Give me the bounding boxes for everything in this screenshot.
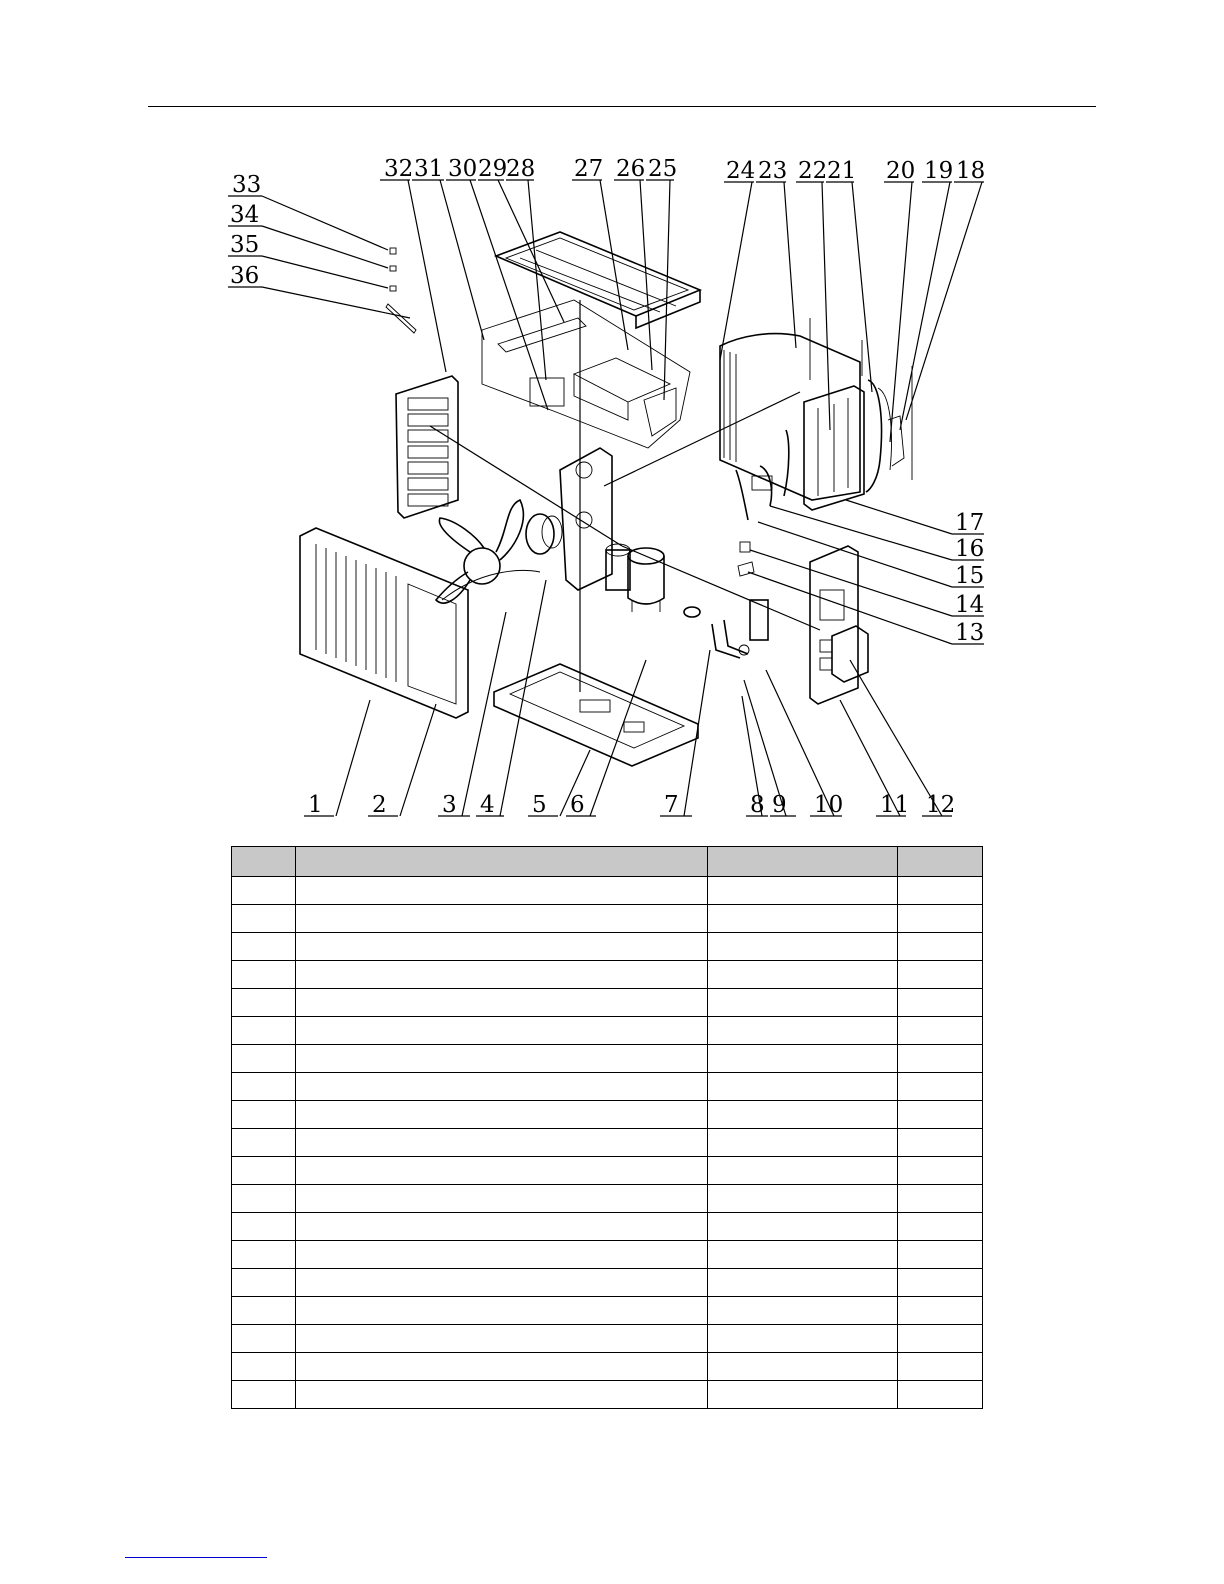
cell-part-code	[708, 1185, 898, 1213]
table-row	[232, 1073, 983, 1101]
cell-qty	[898, 1241, 983, 1269]
cell-part-code	[708, 1045, 898, 1073]
callouts-right	[955, 510, 984, 646]
cell-no	[232, 961, 296, 989]
top-cover	[496, 232, 700, 328]
table-row	[232, 877, 983, 905]
cell-no	[232, 877, 296, 905]
table-row	[232, 1157, 983, 1185]
side-panel-left	[396, 376, 458, 518]
callouts-bottom-leaders	[304, 580, 952, 816]
table-row	[232, 1381, 983, 1409]
cell-qty	[898, 1269, 983, 1297]
callout-18: 18	[956, 158, 986, 184]
cell-description	[296, 1297, 708, 1325]
cell-description	[296, 1185, 708, 1213]
callout-3: 3	[442, 792, 457, 818]
cell-part-code	[708, 1353, 898, 1381]
cell-qty	[898, 1129, 983, 1157]
cell-qty	[898, 1381, 983, 1409]
cell-qty	[898, 961, 983, 989]
cell-description	[296, 1381, 708, 1409]
table-row	[232, 1213, 983, 1241]
callout-9: 9	[772, 792, 787, 818]
callout-31: 31	[414, 156, 444, 182]
cell-qty	[898, 1073, 983, 1101]
column-header-description	[296, 847, 708, 877]
callout-35: 35	[230, 232, 260, 258]
cell-qty	[898, 1297, 983, 1325]
valve-assembly	[684, 600, 768, 658]
callout-13: 13	[955, 620, 985, 646]
cell-no	[232, 1353, 296, 1381]
table-row	[232, 1017, 983, 1045]
cell-no	[232, 1297, 296, 1325]
cell-description	[296, 1157, 708, 1185]
callout-36: 36	[230, 263, 260, 289]
cell-no	[232, 1101, 296, 1129]
fan-blade	[436, 500, 540, 603]
table-row	[232, 1045, 983, 1073]
cell-qty	[898, 1353, 983, 1381]
table-row	[232, 1185, 983, 1213]
cell-part-code	[708, 961, 898, 989]
cell-no	[232, 905, 296, 933]
cell-description	[296, 1325, 708, 1353]
column-header-part-code	[708, 847, 898, 877]
cell-description	[296, 1073, 708, 1101]
cell-no	[232, 1213, 296, 1241]
column-header-no	[232, 847, 296, 877]
callout-20: 20	[886, 158, 916, 184]
cell-no	[232, 1017, 296, 1045]
callout-26: 26	[616, 156, 646, 182]
cell-description	[296, 961, 708, 989]
cell-description	[296, 933, 708, 961]
table-row	[232, 1101, 983, 1129]
cell-description	[296, 1017, 708, 1045]
table-row	[232, 1325, 983, 1353]
cell-qty	[898, 1185, 983, 1213]
cell-part-code	[708, 1157, 898, 1185]
callout-4: 4	[480, 792, 495, 818]
control-box-frame	[482, 300, 690, 448]
cell-qty	[898, 989, 983, 1017]
callout-19: 19	[924, 158, 954, 184]
footnote-rule	[125, 1557, 267, 1558]
cell-part-code	[708, 1297, 898, 1325]
cell-part-code	[708, 1017, 898, 1045]
cell-no	[232, 1157, 296, 1185]
cell-no	[232, 1073, 296, 1101]
callout-29: 29	[478, 156, 508, 182]
cell-no	[232, 1325, 296, 1353]
cell-no	[232, 1185, 296, 1213]
table-row	[232, 989, 983, 1017]
table-row	[232, 1129, 983, 1157]
callout-17: 17	[955, 510, 985, 536]
callout-21: 21	[827, 158, 857, 184]
callout-8: 8	[750, 792, 765, 818]
cell-description	[296, 1129, 708, 1157]
cell-no	[232, 1045, 296, 1073]
callout-25: 25	[648, 156, 678, 182]
callout-33: 33	[232, 172, 262, 198]
cell-description	[296, 1353, 708, 1381]
compressor	[606, 544, 664, 612]
cell-description	[296, 1269, 708, 1297]
table-row	[232, 1353, 983, 1381]
cell-no	[232, 1381, 296, 1409]
cell-description	[296, 1241, 708, 1269]
table-row	[232, 1269, 983, 1297]
callout-27: 27	[574, 156, 604, 182]
cell-no	[232, 989, 296, 1017]
cell-qty	[898, 1213, 983, 1241]
cell-qty	[898, 1017, 983, 1045]
cell-qty	[898, 1325, 983, 1353]
callout-10: 10	[814, 792, 844, 818]
screws-and-rod	[386, 248, 416, 333]
callout-12: 12	[926, 792, 956, 818]
cell-part-code	[708, 1381, 898, 1409]
cell-part-code	[708, 905, 898, 933]
table-row	[232, 1297, 983, 1325]
coil-support-frame	[804, 318, 912, 510]
side-panel-right	[810, 546, 868, 704]
cell-qty	[898, 905, 983, 933]
parts-table	[231, 846, 983, 1409]
fan-motor	[526, 514, 562, 554]
callout-23: 23	[758, 158, 788, 184]
cell-qty	[898, 877, 983, 905]
cell-no	[232, 1241, 296, 1269]
cell-description	[296, 1213, 708, 1241]
cell-no	[232, 933, 296, 961]
callout-24: 24	[726, 158, 756, 184]
table-row	[232, 933, 983, 961]
callout-28: 28	[506, 156, 536, 182]
cell-description	[296, 1101, 708, 1129]
callouts-top-leaders	[408, 180, 985, 692]
cell-qty	[898, 1045, 983, 1073]
callouts-left	[230, 172, 261, 289]
cell-no	[232, 1269, 296, 1297]
table-header-row	[232, 847, 983, 877]
cell-description	[296, 989, 708, 1017]
motor-bracket	[560, 448, 612, 590]
callout-16: 16	[955, 536, 985, 562]
cell-part-code	[708, 1325, 898, 1353]
callout-15: 15	[955, 563, 985, 589]
column-header-qty	[898, 847, 983, 877]
cell-no	[232, 1129, 296, 1157]
callout-32: 32	[384, 156, 414, 182]
front-panel	[300, 528, 468, 718]
base-pan	[494, 664, 698, 766]
table-row	[232, 905, 983, 933]
table-row	[232, 1241, 983, 1269]
cell-part-code	[708, 1129, 898, 1157]
callout-34: 34	[230, 202, 260, 228]
callout-7: 7	[664, 792, 679, 818]
cell-description	[296, 905, 708, 933]
cell-part-code	[708, 989, 898, 1017]
callout-11: 11	[880, 792, 910, 818]
cell-part-code	[708, 1269, 898, 1297]
condenser-coil	[720, 334, 860, 500]
cell-part-code	[708, 1241, 898, 1269]
cell-qty	[898, 1157, 983, 1185]
cell-qty	[898, 933, 983, 961]
callout-5: 5	[532, 792, 547, 818]
callouts-bottom	[308, 792, 955, 818]
cell-part-code	[708, 933, 898, 961]
callout-22: 22	[798, 158, 828, 184]
cell-description	[296, 877, 708, 905]
callout-1: 1	[308, 792, 323, 818]
cell-part-code	[708, 1101, 898, 1129]
callout-30: 30	[448, 156, 478, 182]
callout-6: 6	[570, 792, 585, 818]
cell-part-code	[708, 877, 898, 905]
cell-description	[296, 1045, 708, 1073]
cell-qty	[898, 1101, 983, 1129]
callout-14: 14	[955, 592, 985, 618]
table-row	[232, 961, 983, 989]
callouts-right-leaders	[748, 500, 984, 644]
cell-part-code	[708, 1073, 898, 1101]
callout-2: 2	[372, 792, 387, 818]
cell-part-code	[708, 1213, 898, 1241]
